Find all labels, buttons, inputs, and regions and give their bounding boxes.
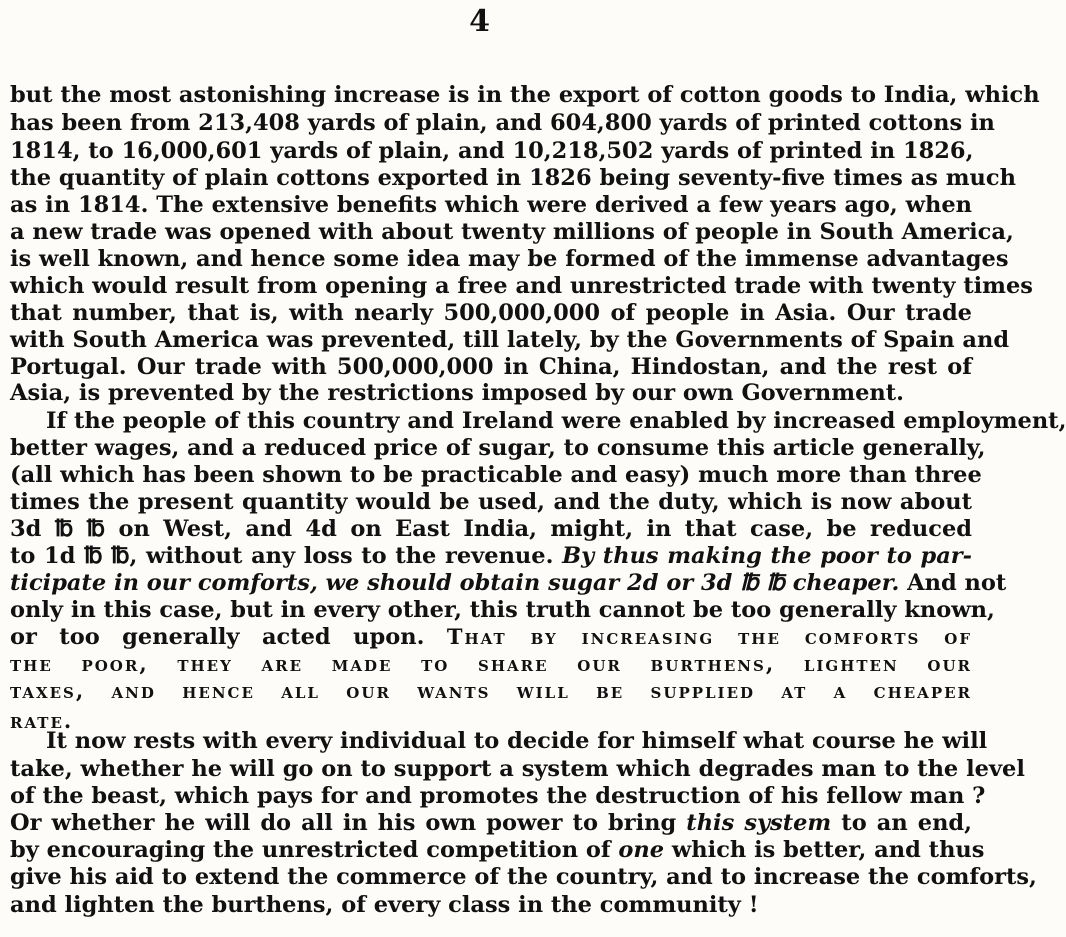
text-line: Asia, is prevented by the restrictions imposed by our own Government. — [10, 380, 905, 406]
text-line: only in this case, but in every other, this truth cannot be too generally known, — [10, 597, 995, 623]
text-line: or too generally acted upon. That by increasing the comforts of — [10, 624, 972, 650]
text-line: by encouraging the unrestricted competition of one which is better, and thus — [10, 837, 985, 863]
text-line: taxes, and hence all our wants will be supplied at a cheaper — [10, 678, 972, 703]
text-line: the poor, they are made to share our burthens, lighten our — [10, 651, 972, 676]
text-line: Portugal. Our trade with 500,000,000 in China, Hindostan, and the rest of — [10, 354, 972, 380]
text-line: times the present quantity would be used, and the duty, which is now about — [10, 489, 972, 515]
text-line: It now rests with every individual to decide for himself what course he will — [46, 728, 988, 754]
text-line: has been from 213,408 yards of plain, and 604,800 yards of printed cottons in — [10, 110, 995, 136]
text-line: is well known, and hence some idea may be formed of the immense advantages — [10, 246, 1009, 272]
text-line: If the people of this country and Ireland were enabled by increased employment, — [46, 408, 1066, 434]
text-line: take, whether he will go on to support a system which degrades man to the level — [10, 756, 1025, 782]
text-line: (all which has been shown to be practicable and easy) much more than three — [10, 462, 982, 488]
text-line: of the beast, which pays for and promotes the destruction of his fellow man ? — [10, 783, 986, 809]
text-line: that number, that is, with nearly 500,000,000 of people in Asia. Our trade — [10, 300, 972, 326]
page-number: 4 — [469, 4, 491, 39]
text-line: 1814, to 16,000,601 yards of plain, and 10,218,502 yards of printed in 1826, — [10, 138, 974, 164]
text-line: as in 1814. The extensive benefits which were derived a few years ago, when — [10, 192, 972, 218]
text-line: a new trade was opened with about twenty millions of people in South America, — [10, 219, 1014, 245]
text-line: which would result from opening a free and unrestricted trade with twenty times — [10, 273, 1033, 299]
text-line: Or whether he will do all in his own power to bring this system to an end, — [10, 810, 972, 836]
text-line: to 1d ℔ ℔, without any loss to the revenue. By thus making the poor to par- — [10, 543, 972, 569]
text-line: the quantity of plain cottons exported in 1826 being seventy-five times as much — [10, 165, 1016, 191]
text-line: ticipate in our comforts, we should obtain sugar 2d or 3d ℔ ℔ cheaper. And not — [10, 570, 1007, 596]
text-line: give his aid to extend the commerce of the country, and to increase the comforts, — [10, 864, 1037, 890]
text-line: and lighten the burthens, of every class in the community ! — [10, 892, 759, 918]
text-line: with South America was prevented, till lately, by the Governments of Spain and — [10, 327, 1010, 353]
text-line: better wages, and a reduced price of sugar, to consume this article generally, — [10, 435, 986, 461]
text-line: but the most astonishing increase is in the export of cotton goods to India, which — [10, 82, 1040, 108]
text-line: rate. — [10, 708, 74, 733]
text-line: 3d ℔ ℔ on West, and 4d on East India, might, in that case, be reduced — [10, 516, 972, 542]
